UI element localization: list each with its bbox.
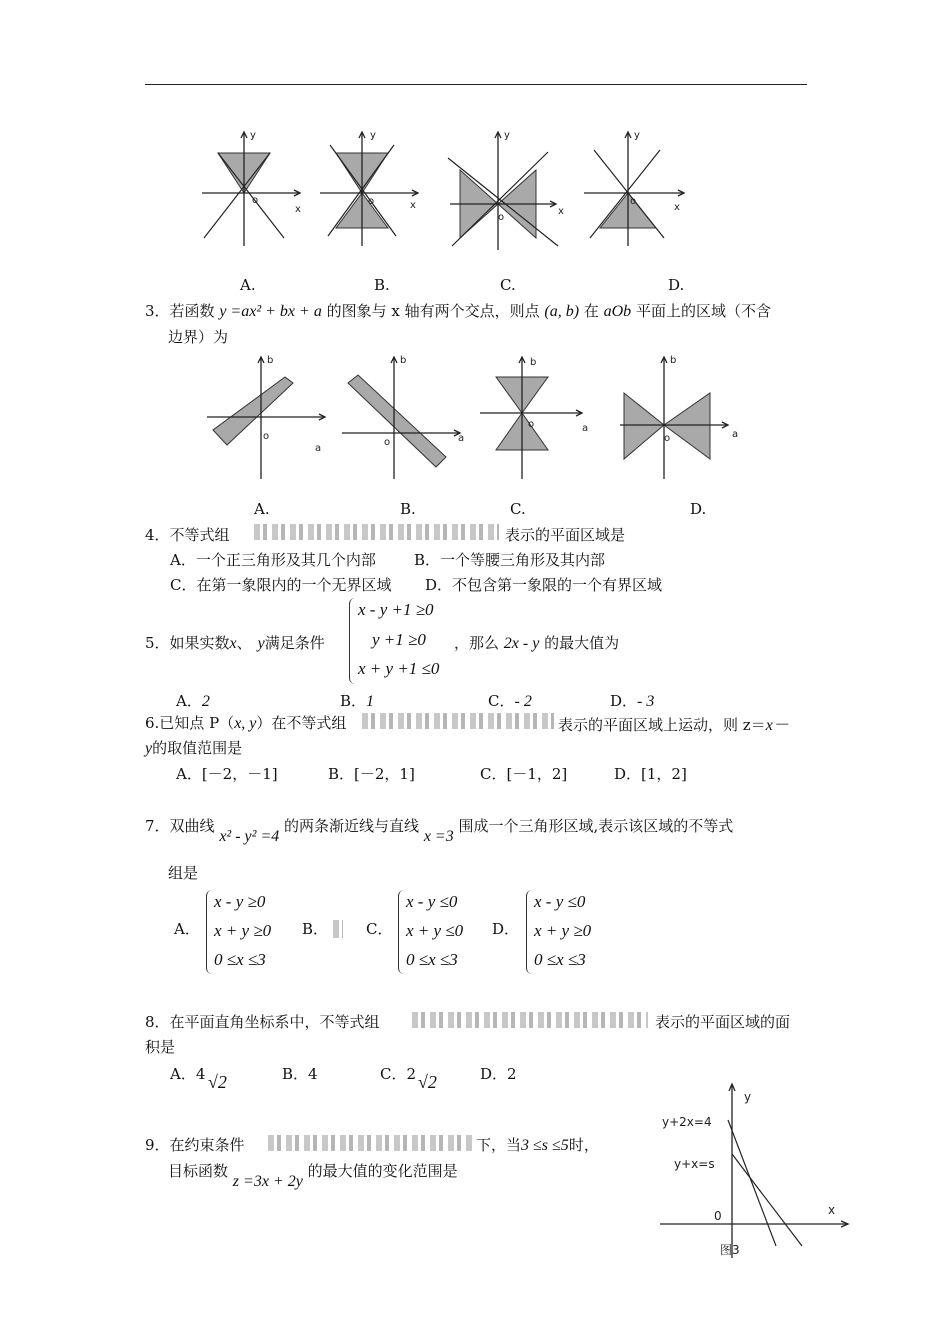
q7-d-3: 0 ≤x ≤3 bbox=[534, 950, 586, 969]
axis-label-x: x bbox=[558, 206, 564, 217]
q3-mid2: 在 bbox=[583, 302, 599, 320]
axis-label-y: y bbox=[250, 130, 256, 141]
q9-cond: 3 ≤s ≤5 bbox=[521, 1137, 569, 1154]
q5-cond-2: y +1 ≥0 bbox=[372, 630, 426, 649]
axis-label-y: y bbox=[370, 130, 376, 141]
q8-option-a-radical: √2 bbox=[208, 1072, 227, 1092]
q9-mid: 下，当 bbox=[476, 1136, 522, 1154]
q6-mid: ）在不等式组 bbox=[256, 714, 347, 732]
q3-graph-b bbox=[340, 355, 470, 480]
q3-prefix: 3．若函数 bbox=[145, 302, 215, 320]
q7-b-blurred bbox=[333, 920, 343, 938]
q5-mid: ，那么 bbox=[454, 634, 500, 652]
q3-graph-c bbox=[478, 355, 593, 480]
q3-mid: 的图象与 x 轴有两个交点，则点 bbox=[326, 302, 540, 320]
q5-option-c-value: - 2 bbox=[514, 693, 532, 710]
q5-expr: 2x - y bbox=[503, 635, 540, 652]
axis-label-x: x bbox=[295, 204, 301, 215]
q3-point: (a, b) bbox=[544, 303, 580, 320]
q9-prefix: 9．在约束条件 bbox=[145, 1136, 245, 1154]
q3-graph-a bbox=[205, 355, 330, 480]
q5-cond: 满足条件 bbox=[264, 634, 325, 652]
q7-line: x =3 bbox=[423, 828, 454, 845]
q5-option-b-value: 1 bbox=[366, 693, 375, 710]
q8-prefix: 8．在平面直角坐标系中，不等式组 bbox=[145, 1013, 380, 1031]
q9-suffix: 时， bbox=[568, 1136, 599, 1154]
axis-label-x: x bbox=[674, 202, 680, 213]
top-graph-c bbox=[448, 128, 573, 253]
q9-target: z =3x + 2y bbox=[232, 1173, 303, 1190]
fig3-axis-y: y bbox=[744, 1090, 752, 1104]
q3-label-b: B. bbox=[400, 500, 416, 518]
axis-label-y: y bbox=[504, 130, 510, 141]
header-rule bbox=[145, 84, 807, 85]
q3-label-c: C. bbox=[510, 500, 526, 518]
q4-prefix: 4．不等式组 bbox=[145, 526, 230, 544]
q7-d-1: x - y ≤0 bbox=[534, 892, 586, 911]
q3-label-d: D. bbox=[690, 500, 707, 518]
q8-option-c: C．2 bbox=[380, 1065, 417, 1083]
q5-option-b bbox=[340, 690, 374, 711]
q7-option-b-label: B． bbox=[302, 920, 329, 938]
q8-option-b: B．4 bbox=[282, 1065, 318, 1083]
q4-option-c: C．在第一象限内的一个无界区域 bbox=[170, 576, 392, 594]
q4-option-a: A．一个正三角形及其几个内部 bbox=[170, 551, 376, 569]
axis-label-a: a bbox=[458, 433, 465, 444]
axis-label-a: a bbox=[582, 423, 589, 434]
q9-line2-text: 目标函数 bbox=[168, 1162, 229, 1180]
q3-label-a: A. bbox=[254, 500, 270, 518]
origin-label: o bbox=[252, 195, 259, 206]
q8-option-c-radical: √2 bbox=[418, 1072, 437, 1092]
axis-label-a: a bbox=[732, 429, 739, 440]
q5-line1 bbox=[145, 632, 325, 653]
q7-curve: x² - y² =4 bbox=[219, 828, 280, 845]
q5-suffix: 的最大值为 bbox=[544, 634, 620, 652]
q6-option-c: C．[－1，2] bbox=[480, 765, 568, 783]
origin-label: o bbox=[368, 196, 375, 207]
q7-c-2: x + y ≤0 bbox=[406, 921, 464, 940]
figure-3 bbox=[656, 1080, 856, 1260]
axis-label-b: b bbox=[400, 355, 407, 366]
q5-cond-3: x + y +1 ≤0 bbox=[358, 659, 440, 678]
q5-sep: 、 bbox=[236, 634, 252, 652]
q7-prefix: 7．双曲线 bbox=[145, 817, 215, 835]
q7-a-3: 0 ≤x ≤3 bbox=[214, 950, 266, 969]
origin-label: o bbox=[498, 212, 505, 223]
q4-option-b: B．一个等腰三角形及其内部 bbox=[414, 551, 606, 569]
q7-line2: 组是 bbox=[168, 864, 199, 882]
top-graph-a bbox=[200, 128, 310, 248]
q3-line1 bbox=[145, 300, 771, 321]
top-label-d: D. bbox=[668, 276, 685, 294]
axis-label-b: b bbox=[670, 355, 677, 366]
axis-label-b: b bbox=[530, 357, 537, 368]
q3-suffix: 平面上的区域（不含 bbox=[635, 302, 771, 320]
q4-option-d: D．不包含第一象限的一个有界区域 bbox=[425, 576, 663, 594]
origin-label: o bbox=[384, 437, 391, 448]
q5-option-a-value: 2 bbox=[201, 693, 210, 710]
q5-option-b-label: B． bbox=[340, 692, 367, 710]
q5-option-a-label: A． bbox=[176, 692, 202, 710]
axis-label-b: b bbox=[267, 355, 274, 366]
fig3-line2-label: y+x=s bbox=[674, 1157, 715, 1171]
q9-line2 bbox=[168, 1160, 458, 1190]
q5-option-c-label: C． bbox=[488, 692, 515, 710]
q3-plane: aOb bbox=[603, 303, 632, 320]
top-label-c: C. bbox=[500, 276, 516, 294]
q7-a-1: x - y ≥0 bbox=[214, 892, 266, 911]
q8-suffix: 表示的平面区域的面 bbox=[655, 1013, 791, 1031]
q7-option-d-label: D． bbox=[492, 920, 520, 938]
q7-line1 bbox=[145, 815, 734, 845]
q9-blurred-system bbox=[268, 1135, 472, 1151]
q7-suffix: 围成一个三角形区域,表示该区域的不等式 bbox=[458, 817, 734, 835]
origin-label: o bbox=[263, 431, 270, 442]
q8-blurred-system bbox=[412, 1012, 648, 1028]
q9-line1-end bbox=[476, 1134, 599, 1155]
q6-suffix: 表示的平面区域上运动，则 z＝ bbox=[558, 716, 766, 734]
top-label-a: A. bbox=[240, 276, 256, 294]
origin-label: o bbox=[664, 433, 671, 444]
q3-formula: y =ax² + bx + a bbox=[219, 303, 322, 320]
q8-line2: 积是 bbox=[145, 1038, 176, 1056]
axis-label-y: y bbox=[634, 130, 640, 141]
origin-label: o bbox=[630, 196, 637, 207]
q8-option-a: A．4 bbox=[170, 1065, 206, 1083]
top-label-b: B. bbox=[374, 276, 390, 294]
q5-line1-tail bbox=[454, 632, 619, 653]
fig3-axis-x: x bbox=[828, 1203, 836, 1217]
q6-blurred-system bbox=[362, 713, 554, 729]
q5-option-c bbox=[488, 690, 532, 711]
q4-suffix: 表示的平面区域是 bbox=[505, 526, 626, 544]
q5-prefix: 5．如果实数 bbox=[145, 634, 230, 652]
q6-option-d: D．[1，2] bbox=[614, 765, 687, 783]
axis-label-a: a bbox=[315, 443, 322, 454]
fig3-line1-label: y+2x=4 bbox=[662, 1115, 712, 1129]
q6-option-b: B．[－2，1] bbox=[328, 765, 415, 783]
q7-c-1: x - y ≤0 bbox=[406, 892, 458, 911]
q5-option-d bbox=[610, 690, 654, 711]
q6-line2 bbox=[145, 737, 242, 758]
q6-line2-var: y bbox=[145, 740, 153, 757]
q7-option-a-label: A． bbox=[174, 920, 200, 938]
fig3-origin: 0 bbox=[714, 1209, 722, 1223]
q6-option-a: A．[－2，－1] bbox=[176, 765, 278, 783]
q3-graph-d bbox=[618, 355, 743, 480]
q5-option-a bbox=[176, 690, 210, 711]
q7-mid: 的两条渐近线与直线 bbox=[284, 817, 420, 835]
q6-line1-start bbox=[145, 712, 346, 733]
q6-point-vars: x, y bbox=[234, 715, 257, 732]
q5-var-x: x bbox=[229, 635, 237, 652]
q5-var-y: y bbox=[257, 635, 265, 652]
axis-label-x: x bbox=[410, 200, 416, 211]
q6-prefix: 6.已知点 P（ bbox=[145, 714, 235, 732]
q8-option-d: D．2 bbox=[480, 1065, 517, 1083]
q5-brace bbox=[349, 598, 358, 684]
q9-line2-suffix: 的最大值的变化范围是 bbox=[307, 1162, 458, 1180]
origin-label: o bbox=[528, 419, 535, 430]
q5-option-d-label: D． bbox=[610, 692, 638, 710]
q6-zexpr: x－ bbox=[765, 717, 789, 734]
q6-line1-end bbox=[558, 712, 789, 735]
top-graph-b bbox=[318, 128, 428, 248]
q6-line2-text: 的取值范围是 bbox=[152, 739, 243, 757]
q5-cond-1: x - y +1 ≥0 bbox=[358, 600, 434, 619]
q4-blurred-system bbox=[254, 524, 499, 540]
q5-option-d-value: - 3 bbox=[637, 693, 655, 710]
fig3-caption: 图3 bbox=[720, 1243, 740, 1257]
q7-a-2: x + y ≥0 bbox=[214, 921, 272, 940]
q7-c-3: 0 ≤x ≤3 bbox=[406, 950, 458, 969]
q7-d-2: x + y ≥0 bbox=[534, 921, 592, 940]
top-graph-d bbox=[582, 128, 692, 248]
q7-option-c-label: C． bbox=[366, 920, 393, 938]
q3-line2: 边界）为 bbox=[168, 328, 229, 346]
